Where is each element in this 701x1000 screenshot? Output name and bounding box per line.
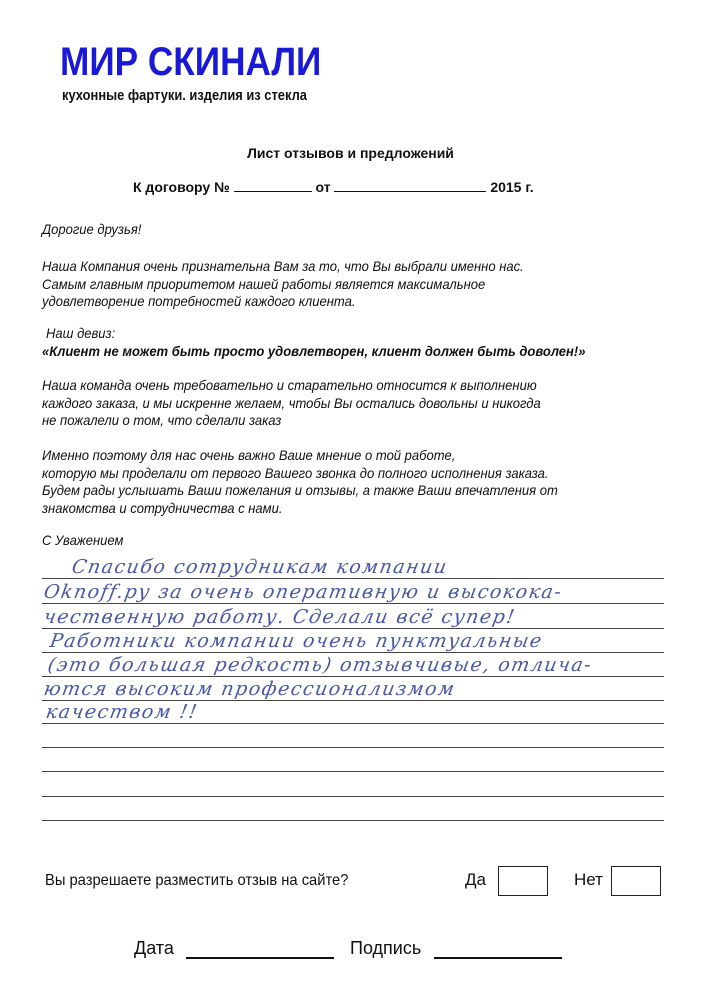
handwritten-line: качеством !! <box>44 701 200 723</box>
handwritten-line: чественную работу. Сделали всё супер! <box>42 606 518 628</box>
ruled-line <box>42 603 664 604</box>
ruled-line <box>42 652 664 653</box>
paragraph-3 <box>42 447 558 517</box>
ruled-line <box>42 820 664 821</box>
text-line: Наша Компания очень признательна Вам за то, что Вы выбрали именно нас. <box>42 258 524 274</box>
yes-label: Да <box>465 870 486 889</box>
ruled-line <box>42 747 664 748</box>
motto-label: Наш девиз: <box>46 325 116 341</box>
closing: С Уважением <box>42 532 124 548</box>
paragraph-1 <box>42 258 524 311</box>
handwritten-line: Спасибо сотрудникам компании <box>70 556 450 578</box>
handwritten-line: (это большая редкость) отзывчивые, отлича- <box>46 654 595 676</box>
no-label: Нет <box>574 870 603 889</box>
text-line: удовлетворение потребностей каждого клиента. <box>42 293 356 309</box>
publish-permission-question: Вы разрешаете разместить отзыв на сайте? <box>45 872 349 889</box>
ruled-line <box>42 796 664 797</box>
text-line: Будем рады услышать Ваши пожелания и отзывы, а также Ваши впечатления от <box>42 482 558 498</box>
signature-label: Подпись <box>350 938 422 958</box>
text-line: Именно поэтому для нас очень важно Ваше мнение о той работе, <box>42 447 456 463</box>
text-line: Самым главным приоритетом нашей работы является максимальное <box>42 275 486 292</box>
ruled-line <box>42 771 664 772</box>
contract-date-field[interactable] <box>334 179 486 192</box>
handwritten-line: ются высоким профессионализмом <box>42 678 458 700</box>
date-label: Дата <box>134 938 174 958</box>
document-title: Лист отзывов и предложений <box>247 145 454 161</box>
greeting: Дорогие друзья! <box>42 221 142 237</box>
company-logo-subtitle: кухонные фартуки. изделия из стекла <box>62 87 307 104</box>
ruled-line <box>42 723 664 724</box>
motto: «Клиент не может быть просто удовлетворен, клиент должен быть доволен!» <box>42 343 586 359</box>
no-checkbox[interactable] <box>611 866 661 896</box>
contract-number-field[interactable] <box>234 179 312 192</box>
text-line: которую мы проделали от первого Вашего звонка до полного исполнения заказа. <box>42 464 549 481</box>
contract-line <box>133 179 534 195</box>
contract-from-label: от <box>315 179 331 195</box>
paragraph-2 <box>42 377 541 430</box>
text-line: не пожалели о том, что сделали заказ <box>42 412 282 428</box>
signature-field[interactable] <box>434 957 562 959</box>
contract-year: 2015 г. <box>490 179 534 195</box>
contract-prefix: К договору № <box>133 179 230 195</box>
ruled-line <box>42 578 664 579</box>
yes-checkbox[interactable] <box>498 866 548 896</box>
text-line: каждого заказа, и мы искренне желаем, чтобы Вы остались довольны и никогда <box>42 394 541 411</box>
date-field[interactable] <box>186 957 334 959</box>
ruled-line <box>42 676 664 677</box>
text-line: Наша команда очень требовательно и старательно относится к выполнению <box>42 377 537 393</box>
ruled-line <box>42 628 664 629</box>
handwritten-line: Работники компании очень пунктуальные <box>48 630 545 652</box>
text-line: знакомства и сотрудничества с нами. <box>42 499 283 516</box>
company-logo-title: МИР СКИНАЛИ <box>60 40 322 84</box>
handwritten-line: Oknoff.ру за очень оперативную и высокока- <box>42 581 565 603</box>
